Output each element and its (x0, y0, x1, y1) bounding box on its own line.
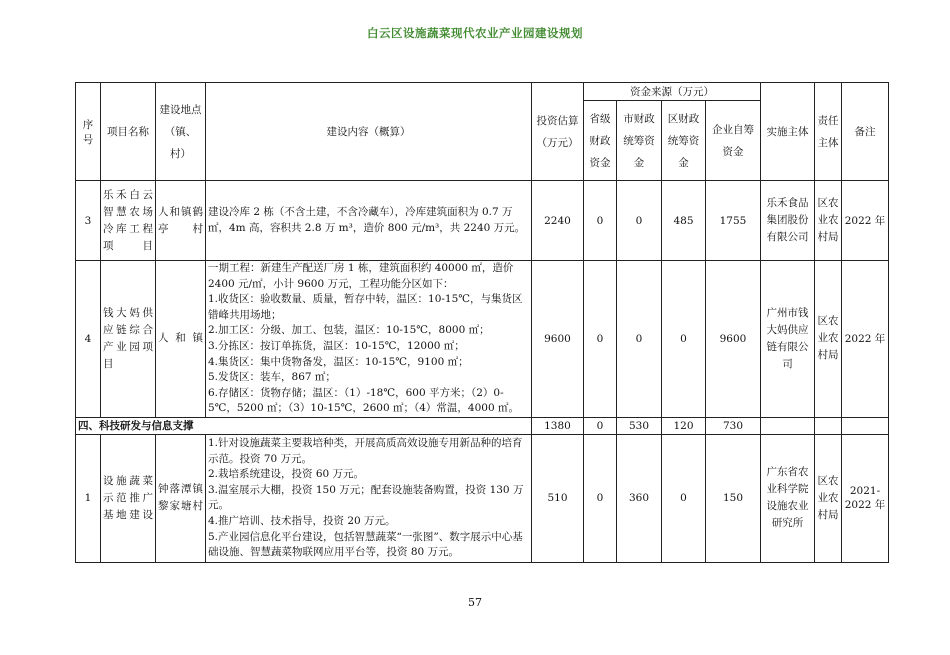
page-number: 57 (468, 596, 482, 609)
content-line: 4.集货区：集中货物备发，温区：10-15℃，9100 ㎡； (208, 355, 469, 368)
cell-enterprise: 9600 (706, 261, 761, 418)
cell-content (206, 181, 532, 261)
section-municipal: 530 (617, 417, 662, 434)
cell-name: 乐禾白云智慧农场冷库工程项目 (101, 181, 156, 261)
cell-location: 人和镇鹤亭村 (156, 181, 206, 261)
cell-remarks: 2022 年 (842, 261, 889, 418)
header-remarks: 备注 (842, 83, 889, 181)
cell-provincial: 0 (584, 261, 617, 418)
cell-remarks: 2022 年 (842, 181, 889, 261)
cell-investment: 510 (532, 434, 584, 562)
section-empty-cell (815, 417, 842, 434)
section-investment: 1380 (532, 417, 584, 434)
cell-municipal: 0 (617, 181, 662, 261)
content-line: 6.存储区：货物存储；温区：（1）-18℃，600 平方米；（2）0-5℃，5200 ㎡；（3）10-15℃，2600 ㎡；（4）常温，4000 ㎡。 (208, 386, 519, 415)
content-line: 3.温室展示大棚，投资 150 万元；配套设施装备购置，投资 130 万元。 (208, 483, 524, 512)
cell-content (206, 261, 532, 418)
construction-plan-table (75, 82, 889, 563)
cell-investment: 9600 (532, 261, 584, 418)
cell-location: 钟落潭镇黎家塘村 (156, 434, 206, 562)
cell-name: 设施蔬菜示范推广基地建设 (101, 434, 156, 562)
content-line: 建设冷库 2 栋（不含土建，不含冷藏车），冷库建筑面积为 0.7 万㎡，4m 高，容积共 2.8 万 m³，造价 800 元/m³，共 2240 万元。 (208, 205, 526, 234)
header-name: 项目名称 (101, 83, 156, 181)
section-district: 120 (662, 417, 706, 434)
header-enterprise: 企业自筹资金 (706, 101, 761, 181)
cell-seq: 4 (76, 261, 101, 418)
header-content: 建设内容（概算） (206, 83, 532, 181)
header-district: 区财政统筹资金 (662, 101, 706, 181)
cell-enterprise: 1755 (706, 181, 761, 261)
content-line: 5.产业园信息化平台建设，包括智慧蔬菜“一张图”、数字展示中心基础设施、智慧蔬菜物联网应用平台等，投资 80 万元。 (208, 530, 523, 559)
table-row (76, 181, 889, 261)
content-line: 3.分拣区：按订单拣货，温区：10-15℃，12000 ㎡； (208, 339, 465, 352)
header-investment: 投资估算（万元） (532, 83, 584, 181)
cell-provincial: 0 (584, 181, 617, 261)
header-seq: 序号 (76, 83, 101, 181)
header-municipal: 市财政统筹资金 (617, 101, 662, 181)
cell-seq: 1 (76, 434, 101, 562)
cell-implementer: 广州市钱大妈供应链有限公司 (761, 261, 815, 418)
cell-municipal: 0 (617, 261, 662, 418)
page-header: 白云区设施蔬菜现代农业产业园建设规划 (367, 26, 583, 40)
section-title: 四、科技研发与信息支撑 (76, 417, 532, 434)
content-line: 1.针对设施蔬菜主要栽培种类，开展高质高效设施专用新品种的培育示范。投资 70 万元。 (208, 437, 523, 465)
table-row (76, 434, 889, 562)
header-implementer: 实施主体 (761, 83, 815, 181)
cell-location: 人和镇 (156, 261, 206, 418)
cell-remarks: 2021-2022 年 (842, 434, 889, 562)
header-funding-group: 资金来源（万元） (584, 83, 761, 101)
section-provincial: 0 (584, 417, 617, 434)
section-empty-cell (761, 417, 815, 434)
section-enterprise: 730 (706, 417, 761, 434)
cell-enterprise: 150 (706, 434, 761, 562)
cell-seq: 3 (76, 181, 101, 261)
content-line: 1.收货区：验收数量、质量，暂存中转，温区：10-15℃，与集货区错峰共用场地； (208, 293, 523, 321)
cell-content (206, 434, 532, 562)
cell-district: 0 (662, 434, 706, 562)
header-row-1 (76, 83, 889, 101)
content-line: 5.发货区：装车，867 ㎡； (208, 371, 336, 384)
header-responsible: 责任主体 (815, 83, 842, 181)
cell-responsible: 区农业农村局 (815, 181, 842, 261)
content-line: 4.推广培训、技术指导，投资 20 万元。 (208, 515, 396, 528)
cell-responsible: 区农业农村局 (815, 434, 842, 562)
cell-district: 485 (662, 181, 706, 261)
content-line: 2.栽培系统建设，投资 60 万元。 (208, 468, 365, 481)
cell-district: 0 (662, 261, 706, 418)
content-line: 2.加工区：分级、加工、包装，温区：10-15℃，8000 ㎡； (208, 324, 490, 337)
content-line: 一期工程：新建生产配送厂房 1 栋，建筑面积约 40000 ㎡，造价 2400 元/㎡，小计 9600 万元，工程功能分区如下： (208, 262, 514, 290)
cell-implementer: 乐禾食品集团股份有限公司 (761, 181, 815, 261)
cell-municipal: 360 (617, 434, 662, 562)
cell-provincial: 0 (584, 434, 617, 562)
table-row (76, 261, 889, 418)
section-empty-cell (842, 417, 889, 434)
cell-implementer: 广东省农业科学院设施农业研究所 (761, 434, 815, 562)
header-provincial: 省级财政资金 (584, 101, 617, 181)
cell-responsible: 区农业农村局 (815, 261, 842, 418)
cell-investment: 2240 (532, 181, 584, 261)
cell-name: 钱大妈供应链综合产业园项目 (101, 261, 156, 418)
section-summary-row (76, 417, 889, 434)
header-location: 建设地点（镇、村） (156, 83, 206, 181)
